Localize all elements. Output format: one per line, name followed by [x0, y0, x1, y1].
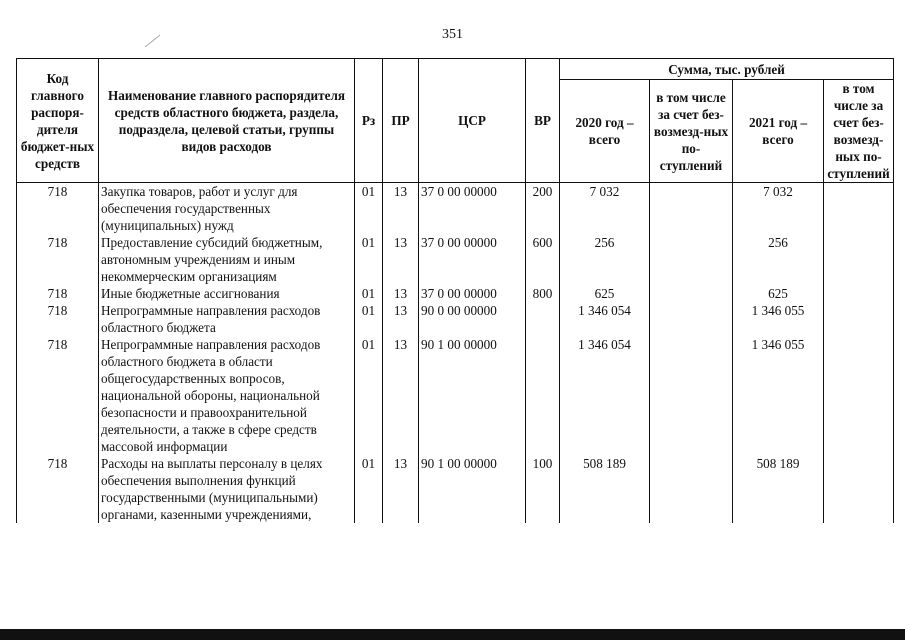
scan-bottom-edge: [0, 629, 905, 640]
cell-csr: 90 1 00 00000: [419, 455, 526, 523]
cell-vr: [526, 336, 560, 455]
cell-2021-total: 625: [733, 285, 824, 302]
header-2021-total: 2021 год – всего: [733, 80, 824, 183]
cell-name: Иные бюджетные ассигнования: [99, 285, 355, 302]
cell-vr: [526, 302, 560, 336]
cell-2020-total: 508 189: [560, 455, 650, 523]
cell-name: Закупка товаров, работ и услуг для обеспечения государственных (муниципальных) нужд: [99, 183, 355, 235]
cell-pr: 13: [383, 302, 419, 336]
page-number: 351: [442, 27, 463, 42]
header-rz: Рз: [355, 59, 383, 183]
cell-2020-total: 256: [560, 234, 650, 285]
header-sum-group: Сумма, тыс. рублей: [560, 59, 894, 80]
cell-name: Непрограммные направления расходов областного бюджета: [99, 302, 355, 336]
cell-csr: 37 0 00 00000: [419, 183, 526, 235]
cell-2021-free: [824, 285, 894, 302]
cell-2020-free: [650, 234, 733, 285]
cell-2021-total: 1 346 055: [733, 336, 824, 455]
cell-2020-free: [650, 183, 733, 235]
cell-pr: 13: [383, 285, 419, 302]
cell-vr: 100: [526, 455, 560, 523]
header-2020-free: в том числе за счет без-возмезд-ных по-ступлений: [650, 80, 733, 183]
cell-rz: 01: [355, 336, 383, 455]
table-row: [17, 183, 894, 235]
table-row: [17, 455, 894, 523]
cell-code: 718: [17, 302, 99, 336]
cell-name: Непрограммные направления расходов областного бюджета в области общегосударственных вопросов, национальной обороны, национальной безопасности и правоохранительной деятельности, а также в сфере средств массовой информации: [99, 336, 355, 455]
cell-2021-free: [824, 455, 894, 523]
cell-2021-total: 256: [733, 234, 824, 285]
cell-2020-free: [650, 285, 733, 302]
cell-2021-free: [824, 302, 894, 336]
cell-2021-free: [824, 234, 894, 285]
cell-2020-total: 1 346 054: [560, 302, 650, 336]
table-row: [17, 336, 894, 455]
budget-table: [16, 58, 894, 523]
header-csr: ЦСР: [419, 59, 526, 183]
cell-rz: 01: [355, 285, 383, 302]
cell-2020-total: 7 032: [560, 183, 650, 235]
header-vr: ВР: [526, 59, 560, 183]
cell-2021-free: [824, 183, 894, 235]
header-2021-free: в том числе за счет без-возмезд-ных по-ступлений: [824, 80, 894, 183]
table-row: [17, 302, 894, 336]
cell-csr: 37 0 00 00000: [419, 285, 526, 302]
cell-2021-total: 1 346 055: [733, 302, 824, 336]
cell-2020-free: [650, 302, 733, 336]
cell-csr: 37 0 00 00000: [419, 234, 526, 285]
cell-rz: 01: [355, 302, 383, 336]
cell-pr: 13: [383, 183, 419, 235]
cell-vr: 600: [526, 234, 560, 285]
pencil-mark: [143, 33, 163, 49]
cell-2020-total: 1 346 054: [560, 336, 650, 455]
cell-code: 718: [17, 183, 99, 235]
table-row: [17, 234, 894, 285]
cell-name: Предоставление субсидий бюджетным, автономным учреждениям и иным некоммерческим организациям: [99, 234, 355, 285]
cell-rz: 01: [355, 234, 383, 285]
cell-pr: 13: [383, 455, 419, 523]
cell-2020-total: 625: [560, 285, 650, 302]
cell-rz: 01: [355, 183, 383, 235]
cell-rz: 01: [355, 455, 383, 523]
cell-csr: 90 0 00 00000: [419, 302, 526, 336]
header-code: Код главного распоря-дителя бюджет-ных средств: [17, 59, 99, 183]
header-pr: ПР: [383, 59, 419, 183]
cell-2021-total: 7 032: [733, 183, 824, 235]
cell-name: Расходы на выплаты персоналу в целях обеспечения выполнения функций государственными (муниципальными) органами, казенными учреждениями,: [99, 455, 355, 523]
cell-code: 718: [17, 336, 99, 455]
cell-vr: 200: [526, 183, 560, 235]
cell-code: 718: [17, 285, 99, 302]
cell-csr: 90 1 00 00000: [419, 336, 526, 455]
cell-2020-free: [650, 455, 733, 523]
cell-2020-free: [650, 336, 733, 455]
cell-2021-total: 508 189: [733, 455, 824, 523]
header-2020-total: 2020 год – всего: [560, 80, 650, 183]
cell-vr: 800: [526, 285, 560, 302]
cell-code: 718: [17, 455, 99, 523]
header-name: Наименование главного распорядителя средств областного бюджета, раздела, подраздела, целевой статьи, группы видов расходов: [99, 59, 355, 183]
table-row: [17, 285, 894, 302]
header-row: [17, 59, 894, 80]
cell-pr: 13: [383, 336, 419, 455]
cell-code: 718: [17, 234, 99, 285]
cell-pr: 13: [383, 234, 419, 285]
cell-2021-free: [824, 336, 894, 455]
